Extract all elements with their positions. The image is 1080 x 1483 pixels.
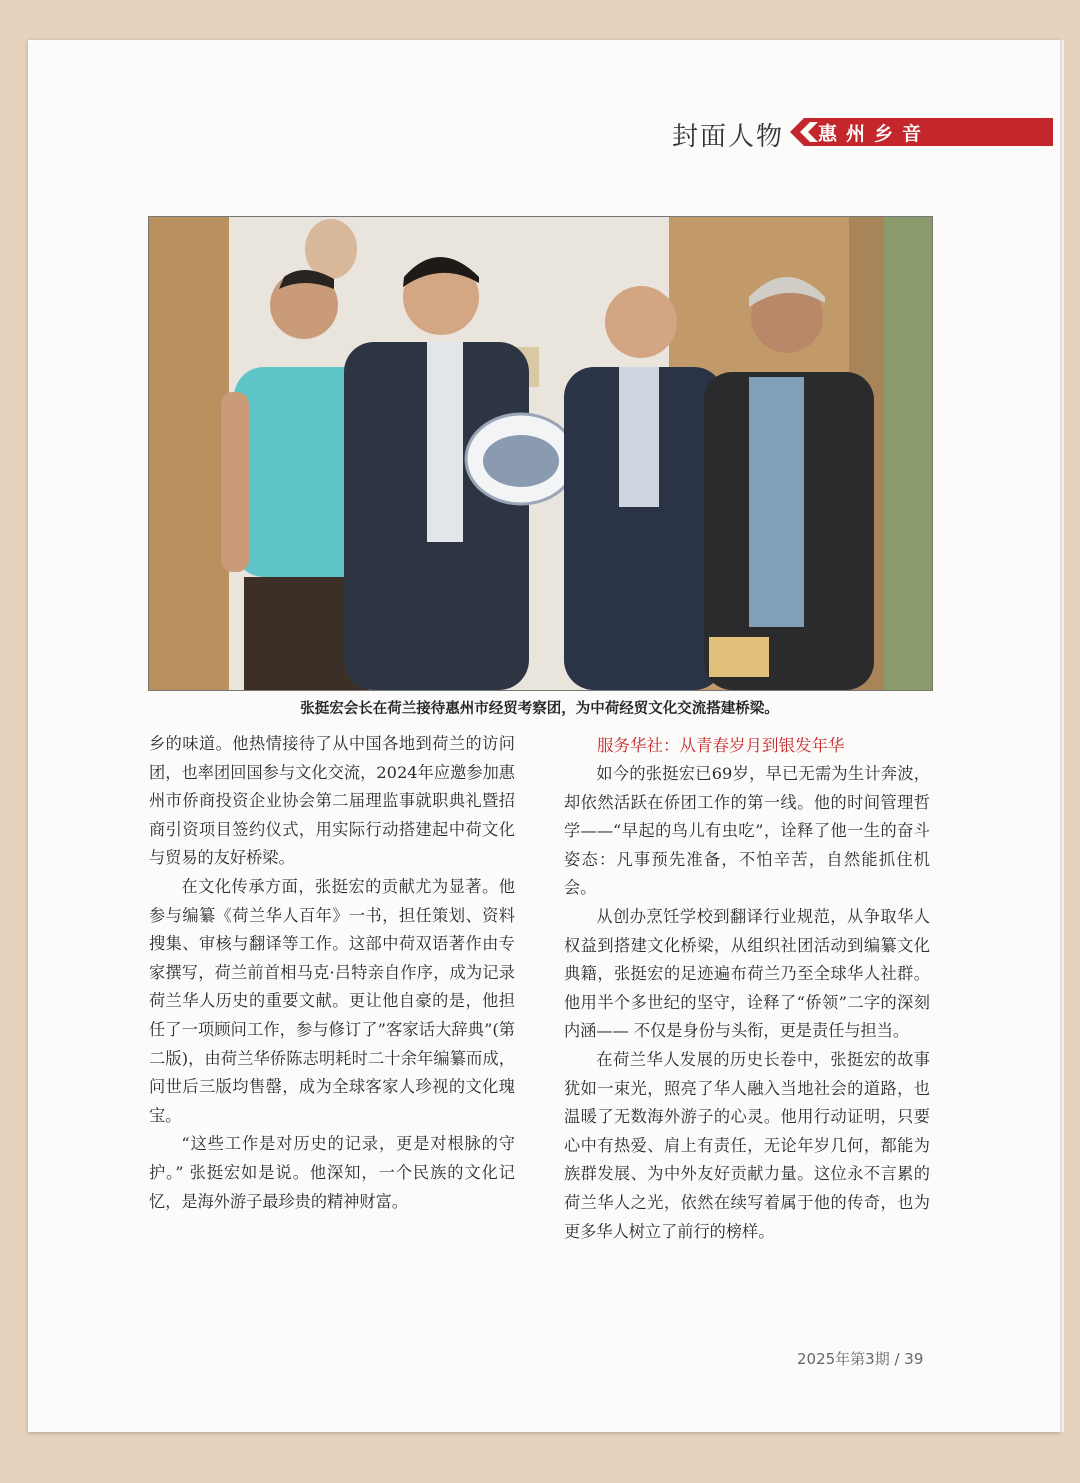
paragraph: 从创办烹饪学校到翻译行业规范，从争取华人权益到搭建文化桥梁，从组织社团活动到编纂文化典籍，张挺宏的足迹遍布荷兰乃至全球华人社群。他用半个多世纪的坚守，诠释了“侨领”二字的深刻内涵—— 不仅是身份与头衔，更是责任与担当。 (564, 906, 930, 1041)
column-name: 惠州乡音 (818, 123, 931, 145)
article-right-column (564, 732, 930, 1246)
section-name: 封面人物 (672, 122, 785, 152)
paragraph: 如今的张挺宏已69岁，早已无需为生计奔波，却依然活跃在侨团工作的第一线。他的时间管理哲学——“早起的鸟儿有虫吃”，诠释了他一生的奋斗姿态：凡事预先准备，不怕辛苦，自然能抓住机会。 (564, 764, 930, 898)
cover-photo (148, 216, 933, 691)
paragraph: “这些工作是对历史的记录，更是对根脉的守护。” 张挺宏如是说。他深知，一个民族的文化记忆，是海外游子最珍贵的精神财富。 (149, 1134, 515, 1211)
column-banner (790, 118, 1053, 146)
paragraph: 乡的味道。他热情接待了从中国各地到荷兰的访问团，也率团回国参与文化交流，2024年应邀参加惠州市侨商投资企业协会第二届理监事就职典礼暨招商引资项目签约仪式，用实际行动搭建起中荷文化与贸易的友好桥梁。 (149, 734, 515, 868)
paragraph: 在荷兰华人发展的历史长卷中，张挺宏的故事犹如一束光，照亮了华人融入当地社会的道路，也温暖了无数海外游子的心灵。他用行动证明，只要心中有热爱、肩上有责任，无论年岁几何，都能为族群发展、为中外友好贡献力量。这位永不言累的荷兰华人之光，依然在续写着属于他的传奇，也为更多华人树立了前行的榜样。 (564, 1049, 930, 1241)
article-left-column (149, 730, 515, 1216)
page-folio: 2025年第3期 / 39 (797, 1350, 924, 1368)
page-edge (1060, 40, 1064, 1432)
photo-caption: 张挺宏会长在荷兰接待惠州市经贸考察团，为中荷经贸文化交流搭建桥梁。 (300, 701, 779, 717)
paragraph: 在文化传承方面，张挺宏的贡献尤为显著。他参与编纂《荷兰华人百年》一书，担任策划、资料搜集、审核与翻译等工作。这部中荷双语著作由专家撰写，荷兰前首相马克·吕特亲自作序，成为记录荷兰华人历史的重要文献。更让他自豪的是，他担任了一项顾问工作，参与修订了”客家话大辞典”(第二版)，由荷兰华侨陈志明耗时二十余年编纂而成，问世后三版均售罄，成为全球客家人珍视的文化瑰宝。 (149, 876, 515, 1125)
section-subheading: 服务华社：从青春岁月到银发年华 (597, 736, 845, 755)
